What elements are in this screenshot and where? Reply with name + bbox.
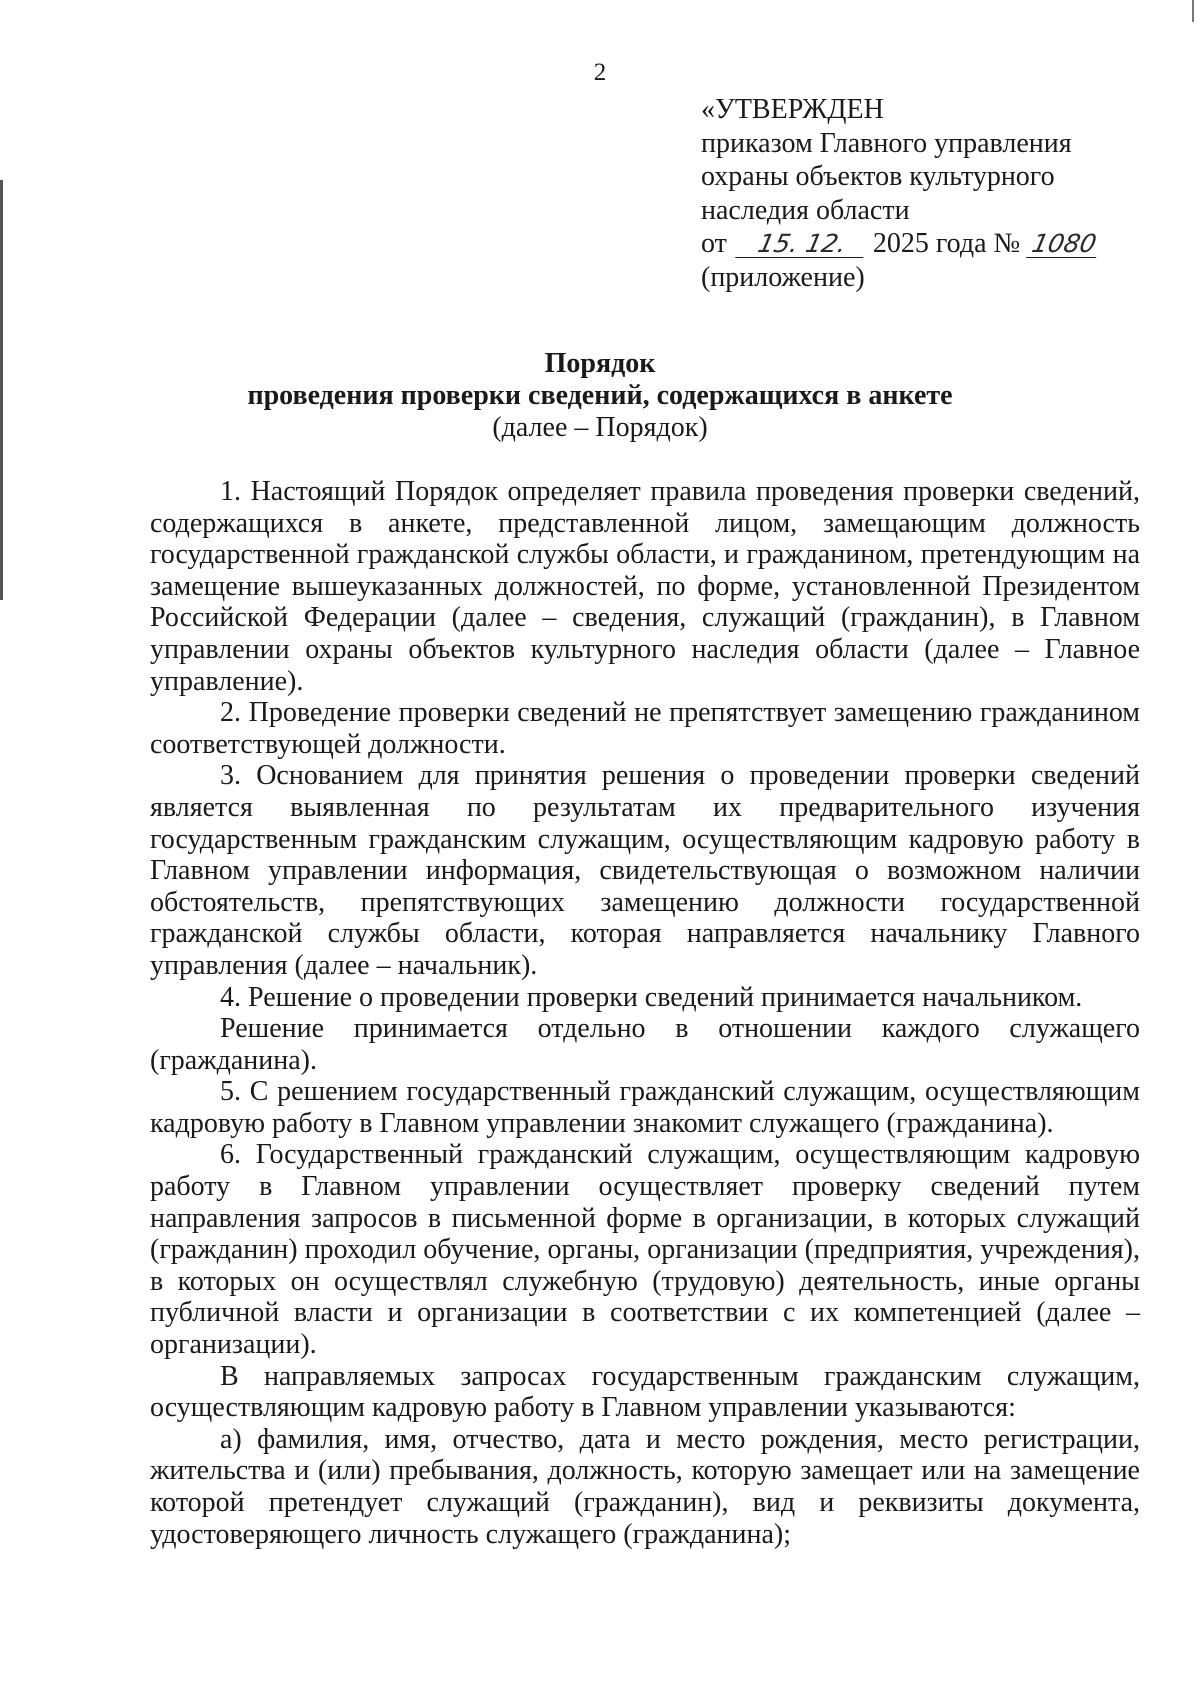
approval-heading: «УТВЕРЖДЕН bbox=[701, 94, 884, 125]
handwritten-date: 15. 12. bbox=[735, 231, 869, 258]
approval-line-region: наследия области bbox=[701, 194, 910, 226]
paragraph-6: 6. Государственный гражданский служащим, осуществляющим кадровую работу в Главном управлении осуществляет проверку сведений путем направления запросов в письменной форме в организации, в которых служащий (гражданин) проходил обучение, органы, организации (предприятия, учреждения), в которых он осуществлял служебную (трудовую) деятельность, иные органы публичной власти и организации в соответствии с их компетенцией (далее – организации). bbox=[150, 1139, 1140, 1361]
paragraph-2: 2. Проведение проверки сведений не препятствует замещению гражданином соответствующей должности. bbox=[150, 697, 1140, 760]
approval-year-text: 2025 года № bbox=[872, 228, 1021, 259]
paragraph-4-continued: Решение принимается отдельно в отношении каждого служащего (гражданина). bbox=[150, 1013, 1140, 1076]
paragraph-6-requests: В направляемых запросах государственным гражданским служащим, осуществляющим кадровую работу в Главном управлении указываются: bbox=[150, 1360, 1140, 1424]
scan-corner-mark bbox=[1182, 0, 1194, 22]
title-subtitle: проведения проверки сведений, содержащихся в анкете bbox=[247, 380, 953, 411]
page-number: 2 bbox=[593, 59, 607, 86]
paragraph-1: 1. Настоящий Порядок определяет правила проведения проверки сведений, содержащихся в анкете, представленной лицом, замещающим должность государственной гражданской службы области, и гражданином, претендующим на замещение вышеуказанных должностей, по форме, установленной Президентом Российской Федерации (далее – сведения, служащий (гражданин), в Главном управлении охраны объектов культурного наследия области (далее – Главное управление). bbox=[150, 476, 1140, 697]
approval-date-prefix: от bbox=[701, 228, 727, 259]
approval-line-order: приказом Главного управления bbox=[701, 127, 1072, 159]
paragraph-4: 4. Решение о проведении проверки сведений принимается начальником. bbox=[220, 981, 1083, 1013]
title-main: Порядок bbox=[544, 348, 656, 379]
document-title bbox=[0, 348, 1200, 444]
paragraph-3: 3. Основанием для принятия решения о проведении проверки сведений является выявленная по результатам их предварительного изучения государственным гражданским служащим, осуществляющим кадровую работу в Главном управлении информация, свидетельствующая о возможном наличии обстоятельств, препятствующих замещению должности государственной гражданской службы области, которая направляется начальнику Главного управления (далее – начальник). bbox=[150, 760, 1140, 981]
approval-date-line bbox=[701, 227, 1151, 261]
title-short-name: (далее – Порядок) bbox=[492, 412, 708, 443]
handwritten-order-number: 1080 bbox=[1026, 231, 1102, 258]
paragraph-6-item-a: а) фамилия, имя, отчество, дата и место рождения, место регистрации, жительства и (или) пребывания, должность, которую замещает или на замещение которой претендует служащий (гражданин), вид и реквизиты документа, удостоверяющего личность служащего (гражданина); bbox=[150, 1423, 1140, 1550]
approval-line-agency: охраны объектов культурного bbox=[701, 161, 1055, 192]
document-body bbox=[150, 476, 1140, 1550]
paragraph-5: 5. С решением государственный гражданский служащим, осуществляющим кадровую работу в Главном управлении знакомит служащего (гражданина). bbox=[150, 1076, 1140, 1139]
approval-appendix-label: (приложение) bbox=[701, 261, 865, 293]
approval-stamp-block bbox=[701, 93, 1151, 294]
